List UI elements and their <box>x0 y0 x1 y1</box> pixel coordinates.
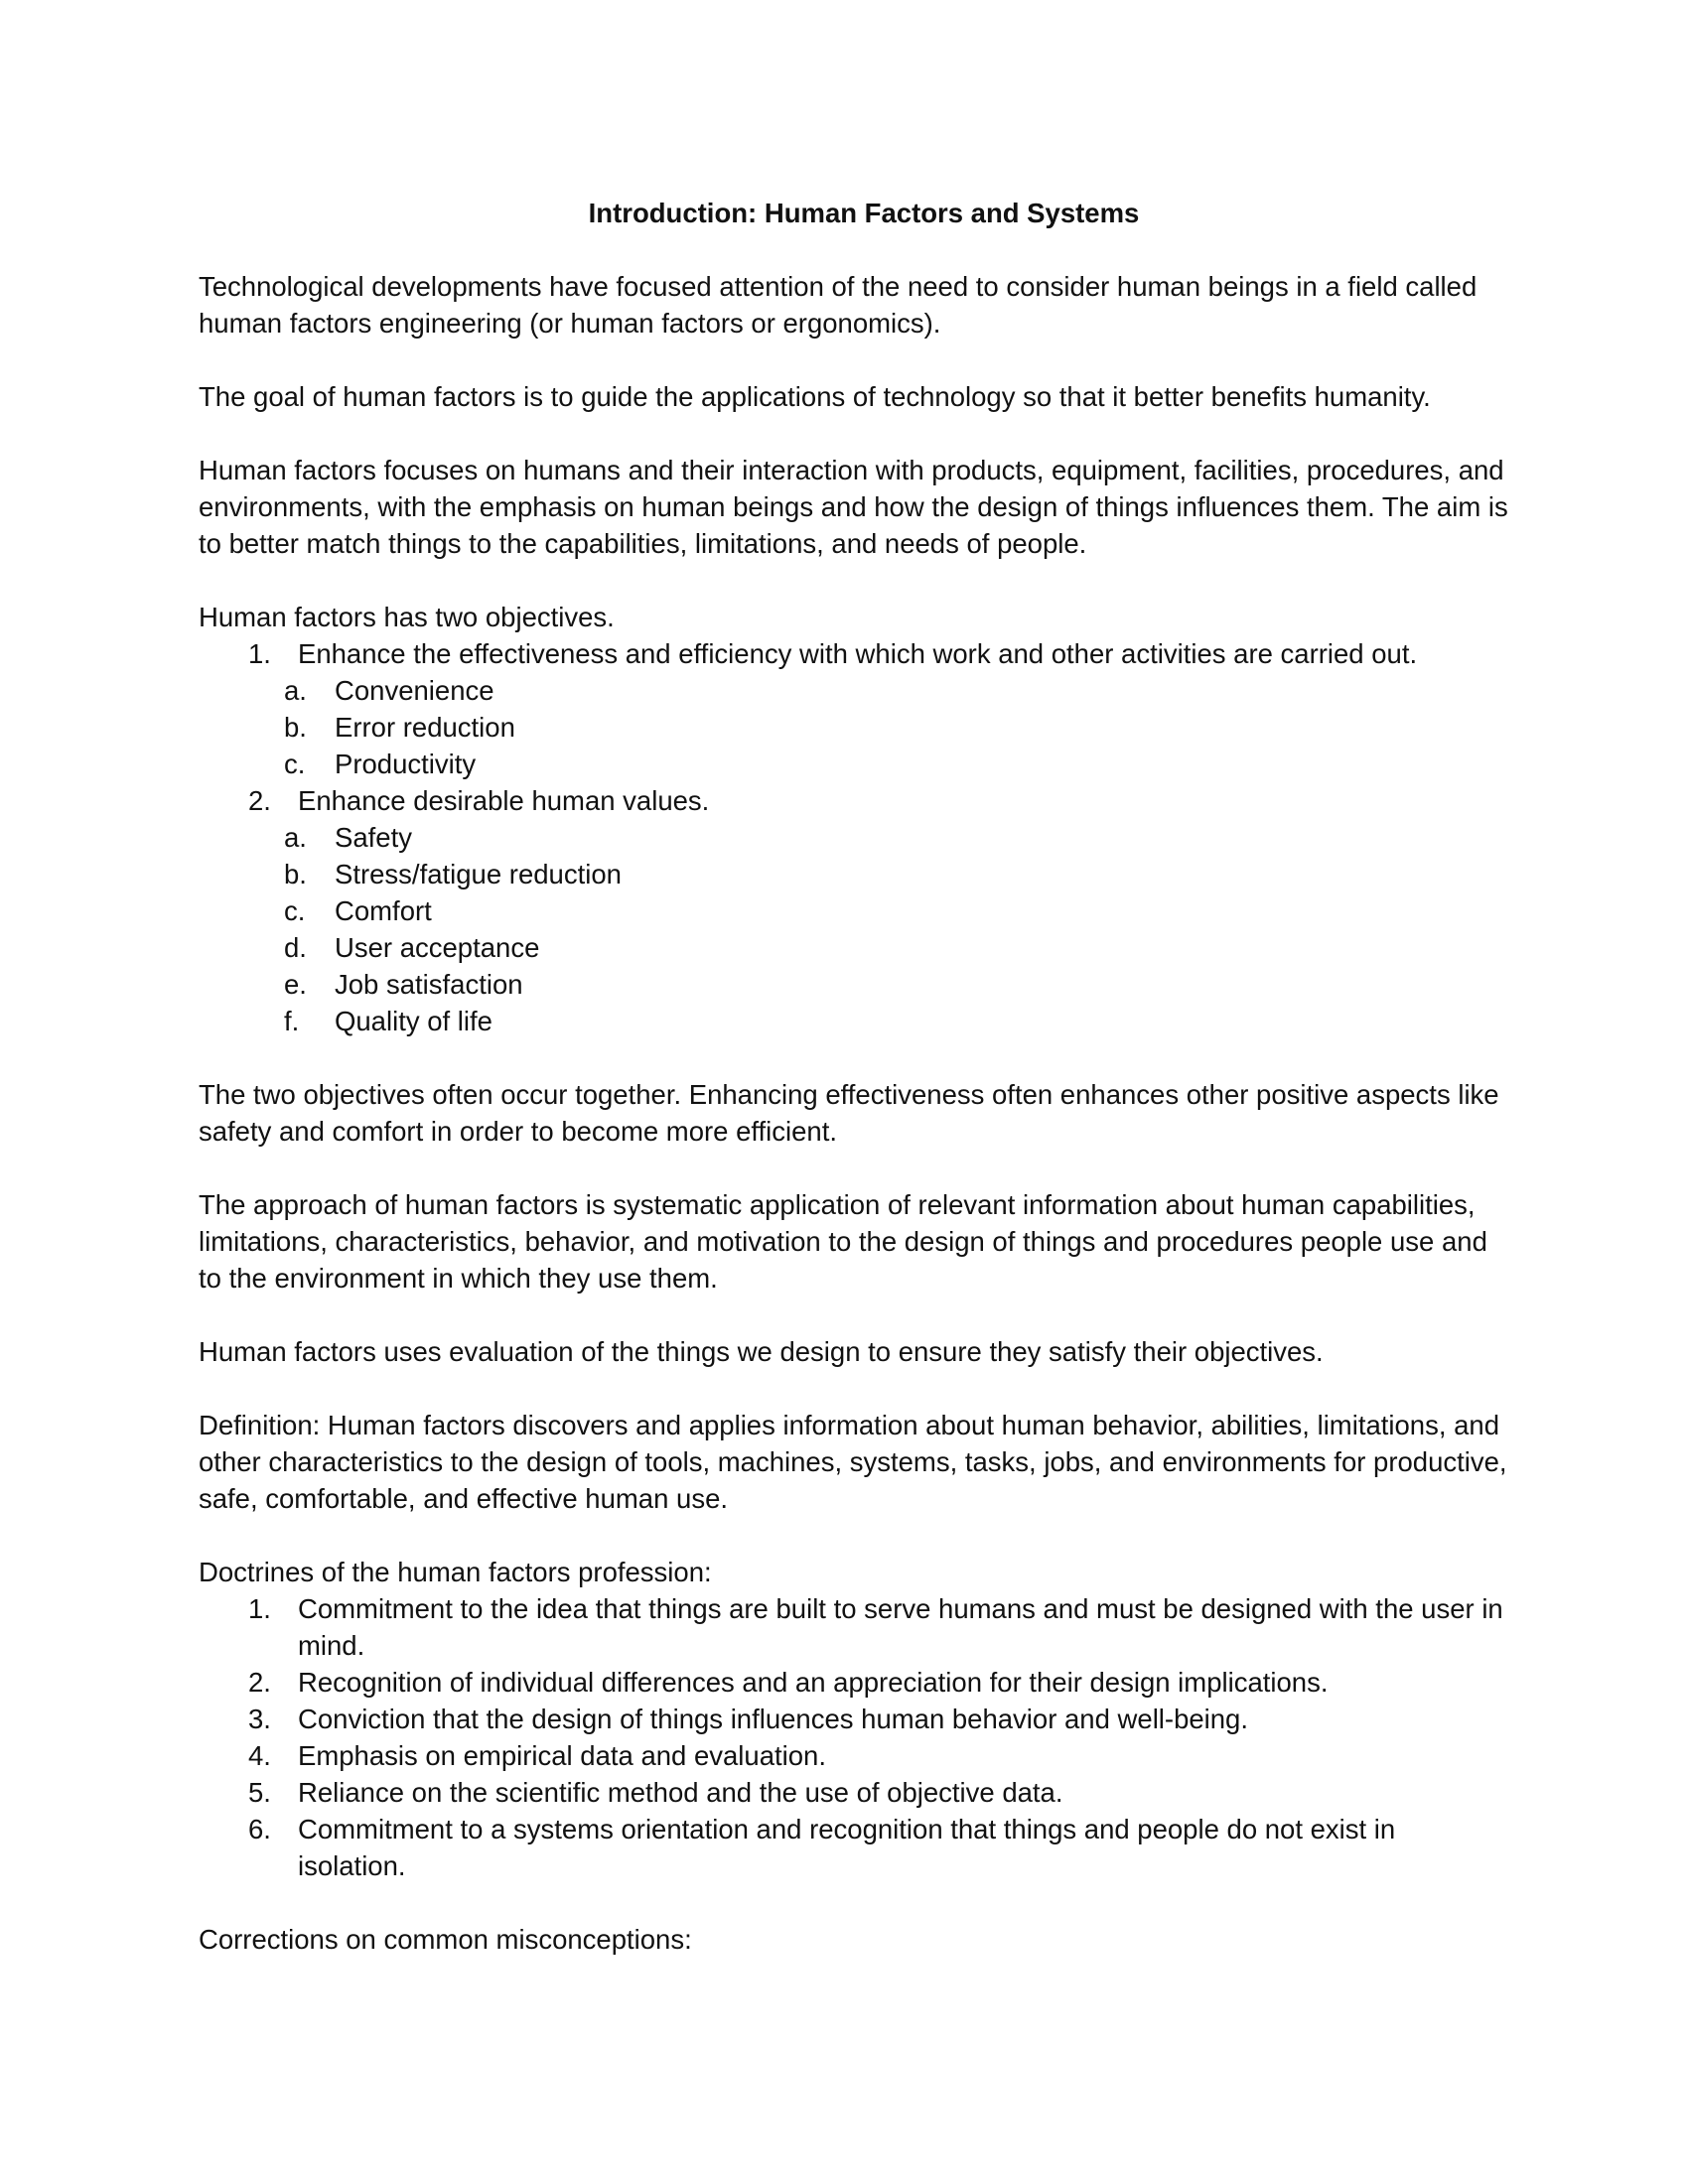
sub-item <box>199 966 1509 1003</box>
objective-item <box>199 635 1509 782</box>
doctrine-text: Conviction that the design of things influences human behavior and well-being. <box>298 1704 1248 1734</box>
document-title: Introduction: Human Factors and Systems <box>588 198 1140 228</box>
list-number: 2. <box>248 1667 271 1698</box>
paragraph-objectives-heading: Human factors has two objectives. <box>199 602 615 632</box>
objectives-list <box>199 635 1509 1039</box>
list-number: 6. <box>248 1814 271 1844</box>
doctrine-item <box>199 1590 1509 1664</box>
objective-sublist <box>199 819 1509 1039</box>
sub-item <box>199 709 1509 746</box>
doctrine-item <box>199 1811 1509 1884</box>
doctrines-list <box>199 1590 1509 1884</box>
objective-text: Enhance the effectiveness and efficiency with which work and other activities are carried out. <box>298 638 1418 669</box>
list-number: 1. <box>248 638 271 669</box>
list-number: 2. <box>248 785 271 816</box>
sub-item <box>199 856 1509 892</box>
paragraph-approach: The approach of human factors is systematic application of relevant information about human capabilities, limitations, characteristics, behavior, and motivation to the design of things and procedures people use and to the environment in which they use them. <box>199 1189 1487 1294</box>
sub-item-text: Stress/fatigue reduction <box>335 859 622 889</box>
sub-item-text: Convenience <box>335 675 494 706</box>
list-number: 4. <box>248 1740 271 1771</box>
sub-item-text: Quality of life <box>335 1006 492 1036</box>
sub-item-text: Productivity <box>335 749 477 779</box>
doctrine-item <box>199 1737 1509 1774</box>
sub-item-text: Comfort <box>335 895 432 926</box>
spacer <box>199 1039 1509 1076</box>
list-letter: d. <box>284 932 307 963</box>
paragraph-doctrines-heading: Doctrines of the human factors profession: <box>199 1557 712 1587</box>
sub-item <box>199 929 1509 966</box>
sub-item-text: Error reduction <box>335 712 515 743</box>
doctrine-item <box>199 1664 1509 1701</box>
objective-text: Enhance desirable human values. <box>298 785 710 816</box>
sub-item <box>199 892 1509 929</box>
doctrine-item <box>199 1701 1509 1737</box>
list-number: 5. <box>248 1777 271 1808</box>
list-number: 3. <box>248 1704 271 1734</box>
doctrine-text: Reliance on the scientific method and the use of objective data. <box>298 1777 1063 1808</box>
doctrine-text: Commitment to the idea that things are built to serve humans and must be designed with the user in mind. <box>298 1593 1503 1661</box>
doctrine-text: Recognition of individual differences and an appreciation for their design implications. <box>298 1667 1329 1698</box>
sub-item <box>199 819 1509 856</box>
paragraph-focus: Human factors focuses on humans and their interaction with products, equipment, facilities, procedures, and environments, with the emphasis on human beings and how the design of things influences them. The aim is to better match things to the capabilities, limitations, and needs of people. <box>199 455 1508 559</box>
sub-item-text: Job satisfaction <box>335 969 523 1000</box>
paragraph-misconceptions-heading: Corrections on common misconceptions: <box>199 1924 692 1955</box>
list-letter: b. <box>284 712 307 743</box>
list-letter: a. <box>284 822 307 853</box>
paragraph-goal: The goal of human factors is to guide the applications of technology so that it better benefits humanity. <box>199 381 1431 412</box>
list-number: 1. <box>248 1593 271 1624</box>
list-letter: f. <box>284 1006 300 1036</box>
list-letter: a. <box>284 675 307 706</box>
paragraph-evaluation: Human factors uses evaluation of the things we design to ensure they satisfy their objectives. <box>199 1336 1324 1367</box>
sub-item <box>199 672 1509 709</box>
list-letter: e. <box>284 969 307 1000</box>
list-letter: c. <box>284 749 306 779</box>
doctrine-text: Commitment to a systems orientation and recognition that things and people do not exist in isolation. <box>298 1814 1396 1881</box>
doctrine-text: Emphasis on empirical data and evaluation. <box>298 1740 826 1771</box>
sub-item-text: User acceptance <box>335 932 540 963</box>
objective-sublist <box>199 672 1509 782</box>
doctrine-item <box>199 1774 1509 1811</box>
paragraph-definition: Definition: Human factors discovers and applies information about human behavior, abilities, limitations, and other characteristics to the design of tools, machines, systems, tasks, jobs, and environments for productive, safe, comfortable, and effective human use. <box>199 1410 1507 1514</box>
spacer <box>199 1884 1509 1921</box>
paragraph-intro: Technological developments have focused attention of the need to consider human beings in a field called human factors engineering (or human factors or ergonomics). <box>199 271 1477 339</box>
paragraph-together: The two objectives often occur together. Enhancing effectiveness often enhances other positive aspects like safety and comfort in order to become more efficient. <box>199 1079 1499 1147</box>
sub-item <box>199 746 1509 782</box>
list-letter: b. <box>284 859 307 889</box>
objective-item <box>199 782 1509 1039</box>
list-letter: c. <box>284 895 306 926</box>
sub-item-text: Safety <box>335 822 412 853</box>
sub-item <box>199 1003 1509 1039</box>
document-page <box>199 195 1509 1994</box>
